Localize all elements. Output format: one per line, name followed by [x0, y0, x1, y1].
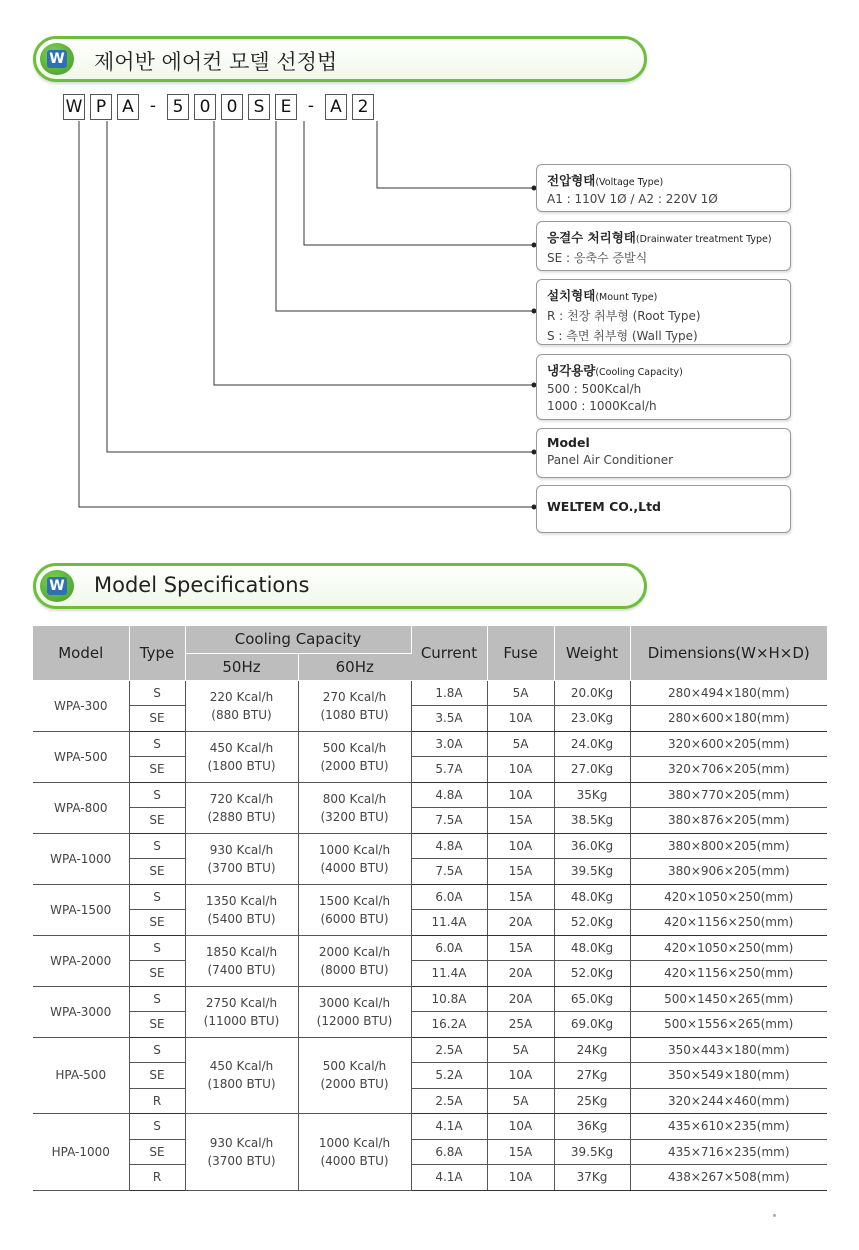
fuse-cell: 15A — [487, 808, 554, 834]
dimensions-cell: 350×443×180(mm) — [630, 1037, 827, 1063]
type-cell: S — [129, 1037, 185, 1063]
current-cell: 7.5A — [411, 808, 487, 834]
table-row — [33, 986, 827, 1012]
table-row — [33, 859, 827, 885]
capacity-line: (1800 BTU) — [207, 1077, 276, 1092]
capacity-line: 220 Kcal/h — [209, 689, 274, 704]
fuse-cell: 5A — [487, 1037, 554, 1063]
table-row — [33, 833, 827, 859]
capacity-50hz-cell — [185, 884, 298, 935]
model-cell: WPA-500 — [33, 731, 129, 782]
fuse-cell: 15A — [487, 1139, 554, 1165]
dimensions-cell: 380×770×205(mm) — [630, 782, 827, 808]
fuse-cell: 20A — [487, 986, 554, 1012]
current-cell: 3.0A — [411, 731, 487, 757]
fuse-cell: 15A — [487, 935, 554, 961]
capacity-line: (2000 BTU) — [320, 1077, 389, 1092]
info-title: 전압형태(Voltage Type) — [547, 173, 664, 188]
type-cell: S — [129, 782, 185, 808]
weight-cell: 24.0Kg — [554, 731, 630, 757]
weight-cell: 36Kg — [554, 1114, 630, 1140]
table-row — [33, 935, 827, 961]
weight-cell: 65.0Kg — [554, 986, 630, 1012]
header-fuse: Fuse — [487, 626, 554, 680]
connector-company — [79, 121, 536, 507]
table-row — [33, 782, 827, 808]
weight-cell: 27.0Kg — [554, 757, 630, 783]
current-cell: 4.8A — [411, 782, 487, 808]
capacity-50hz-cell — [185, 833, 298, 884]
capacity-line: 500 Kcal/h — [322, 740, 387, 755]
capacity-50hz-cell — [185, 680, 298, 731]
code-char: S — [248, 94, 270, 120]
type-cell: SE — [129, 961, 185, 987]
connector-mount — [276, 121, 536, 311]
type-cell: SE — [129, 757, 185, 783]
fuse-cell: 5A — [487, 680, 554, 706]
header-60hz: 60Hz — [298, 653, 411, 680]
table-row — [33, 1012, 827, 1038]
capacity-line: (7400 BTU) — [207, 962, 276, 977]
current-cell: 1.8A — [411, 680, 487, 706]
capacity-60hz-cell — [298, 986, 411, 1037]
capacity-line: 1850 Kcal/h — [205, 944, 278, 959]
spec-table — [33, 626, 827, 1191]
model-cell: HPA-1000 — [33, 1114, 129, 1191]
info-line: 500 : 500Kcal/h — [547, 382, 642, 396]
code-char: 0 — [221, 94, 243, 120]
capacity-50hz-cell — [185, 1037, 298, 1114]
model-cell: WPA-300 — [33, 680, 129, 731]
current-cell: 10.8A — [411, 986, 487, 1012]
current-cell: 11.4A — [411, 961, 487, 987]
capacity-line: (6000 BTU) — [320, 911, 389, 926]
type-cell: R — [129, 1088, 185, 1114]
info-line: S : 측면 취부형 (Wall Type) — [547, 329, 698, 343]
capacity-50hz-cell — [185, 731, 298, 782]
capacity-line: (12000 BTU) — [316, 1013, 393, 1028]
dimensions-cell: 350×549×180(mm) — [630, 1063, 827, 1089]
weight-cell: 25Kg — [554, 1088, 630, 1114]
capacity-60hz-cell — [298, 782, 411, 833]
code-dash: - — [149, 96, 157, 116]
model-cell: WPA-3000 — [33, 986, 129, 1037]
fuse-cell: 15A — [487, 884, 554, 910]
capacity-line: (1800 BTU) — [207, 758, 276, 773]
code-char: E — [275, 94, 297, 120]
current-cell: 6.8A — [411, 1139, 487, 1165]
capacity-60hz-cell — [298, 884, 411, 935]
capacity-line: (880 BTU) — [211, 707, 272, 722]
weight-cell: 20.0Kg — [554, 680, 630, 706]
capacity-line: (2000 BTU) — [320, 758, 389, 773]
code-char: 5 — [167, 94, 189, 120]
weight-cell: 37Kg — [554, 1165, 630, 1191]
cooling-capacity-box — [536, 354, 791, 420]
weight-cell: 39.5Kg — [554, 1139, 630, 1165]
current-cell: 4.8A — [411, 833, 487, 859]
info-line: R : 천장 취부형 (Root Type) — [547, 309, 701, 323]
mount-type-box — [536, 279, 791, 345]
fuse-cell: 10A — [487, 782, 554, 808]
current-cell: 6.0A — [411, 884, 487, 910]
current-cell: 5.7A — [411, 757, 487, 783]
weight-cell: 35Kg — [554, 782, 630, 808]
table-row — [33, 910, 827, 936]
section-title-specs: Model Specifications — [94, 573, 310, 597]
info-title: 냉각용량(Cooling Capacity) — [547, 363, 683, 378]
type-cell: S — [129, 680, 185, 706]
model-specs-header — [33, 563, 647, 609]
capacity-line: (3700 BTU) — [207, 1153, 276, 1168]
dimensions-cell: 380×800×205(mm) — [630, 833, 827, 859]
code-char: A — [325, 94, 347, 120]
connector-voltage — [377, 121, 536, 188]
capacity-line: (1080 BTU) — [320, 707, 389, 722]
model-cell: WPA-800 — [33, 782, 129, 833]
type-cell: S — [129, 731, 185, 757]
capacity-50hz-cell — [185, 935, 298, 986]
fuse-cell: 20A — [487, 961, 554, 987]
weight-cell: 69.0Kg — [554, 1012, 630, 1038]
fuse-cell: 10A — [487, 1063, 554, 1089]
dimensions-cell: 320×244×460(mm) — [630, 1088, 827, 1114]
capacity-60hz-cell — [298, 731, 411, 782]
type-cell: S — [129, 833, 185, 859]
capacity-50hz-cell — [185, 782, 298, 833]
header-current: Current — [411, 626, 487, 680]
current-cell: 2.5A — [411, 1037, 487, 1063]
capacity-line: (11000 BTU) — [203, 1013, 280, 1028]
current-cell: 6.0A — [411, 935, 487, 961]
info-title: 응결수 처리형태(Drainwater treatment Type) — [547, 230, 772, 245]
weight-cell: 36.0Kg — [554, 833, 630, 859]
capacity-line: 270 Kcal/h — [322, 689, 387, 704]
fuse-cell: 5A — [487, 1088, 554, 1114]
capacity-line: 3000 Kcal/h — [318, 995, 391, 1010]
type-cell: S — [129, 935, 185, 961]
dimensions-cell: 420×1050×250(mm) — [630, 935, 827, 961]
logo-letter: W — [47, 50, 67, 68]
info-line: Panel Air Conditioner — [547, 453, 674, 467]
model-cell: WPA-2000 — [33, 935, 129, 986]
capacity-line: 1000 Kcal/h — [318, 842, 391, 857]
model-box — [536, 428, 791, 478]
dimensions-cell: 438×267×508(mm) — [630, 1165, 827, 1191]
table-row — [33, 1088, 827, 1114]
table-row — [33, 1114, 827, 1140]
dimensions-cell: 420×1156×250(mm) — [630, 910, 827, 936]
company-box — [536, 485, 791, 533]
header-type: Type — [129, 626, 185, 680]
table-row — [33, 1139, 827, 1165]
fuse-cell: 10A — [487, 1165, 554, 1191]
capacity-line: 2000 Kcal/h — [318, 944, 391, 959]
fuse-cell: 20A — [487, 910, 554, 936]
spec-table-body — [33, 680, 827, 1190]
fuse-cell: 10A — [487, 757, 554, 783]
type-cell: SE — [129, 1139, 185, 1165]
type-cell: SE — [129, 859, 185, 885]
capacity-line: 930 Kcal/h — [209, 842, 274, 857]
dimensions-cell: 500×1450×265(mm) — [630, 986, 827, 1012]
connector-model — [107, 121, 536, 452]
capacity-50hz-cell — [185, 1114, 298, 1191]
dimensions-cell: 435×610×235(mm) — [630, 1114, 827, 1140]
type-cell: SE — [129, 808, 185, 834]
info-line: SE : 응축수 증발식 — [547, 251, 648, 265]
header-weight: Weight — [554, 626, 630, 680]
capacity-60hz-cell — [298, 1114, 411, 1191]
capacity-line: (2880 BTU) — [207, 809, 276, 824]
type-cell: SE — [129, 910, 185, 936]
dimensions-cell: 320×706×205(mm) — [630, 757, 827, 783]
current-cell: 7.5A — [411, 859, 487, 885]
capacity-60hz-cell — [298, 833, 411, 884]
capacity-60hz-cell — [298, 680, 411, 731]
capacity-line: (4000 BTU) — [320, 860, 389, 875]
model-cell: HPA-500 — [33, 1037, 129, 1114]
fuse-cell: 25A — [487, 1012, 554, 1038]
type-cell: SE — [129, 706, 185, 732]
table-row — [33, 1165, 827, 1191]
corner-dot — [773, 1214, 776, 1217]
type-cell: S — [129, 884, 185, 910]
capacity-line: 500 Kcal/h — [322, 1059, 387, 1074]
capacity-line: (3200 BTU) — [320, 809, 389, 824]
table-row — [33, 1063, 827, 1089]
weight-cell: 23.0Kg — [554, 706, 630, 732]
capacity-60hz-cell — [298, 1037, 411, 1114]
dimensions-cell: 320×600×205(mm) — [630, 731, 827, 757]
type-cell: S — [129, 1114, 185, 1140]
weight-cell: 27Kg — [554, 1063, 630, 1089]
fuse-cell: 10A — [487, 706, 554, 732]
header-dimensions: Dimensions(W×H×D) — [630, 626, 827, 680]
capacity-50hz-cell — [185, 986, 298, 1037]
weight-cell: 39.5Kg — [554, 859, 630, 885]
code-char: 2 — [352, 94, 374, 120]
capacity-line: (8000 BTU) — [320, 962, 389, 977]
code-char: P — [90, 94, 112, 120]
capacity-line: 930 Kcal/h — [209, 1135, 274, 1150]
table-row — [33, 706, 827, 732]
table-row — [33, 961, 827, 987]
current-cell: 11.4A — [411, 910, 487, 936]
fuse-cell: 10A — [487, 1114, 554, 1140]
fuse-cell: 10A — [487, 833, 554, 859]
connector-drainwater — [304, 121, 536, 245]
current-cell: 16.2A — [411, 1012, 487, 1038]
header-50hz: 50Hz — [185, 653, 298, 680]
voltage-type-box — [536, 164, 791, 212]
code-dash: - — [307, 96, 315, 116]
weight-cell: 48.0Kg — [554, 884, 630, 910]
company-name: WELTEM CO.,Ltd — [547, 499, 661, 514]
code-char: A — [117, 94, 139, 120]
info-title: 설치형태(Mount Type) — [547, 288, 658, 303]
weight-cell: 52.0Kg — [554, 961, 630, 987]
table-row — [33, 884, 827, 910]
current-cell: 4.1A — [411, 1165, 487, 1191]
capacity-line: 720 Kcal/h — [209, 791, 274, 806]
capacity-line: (3700 BTU) — [207, 860, 276, 875]
weight-cell: 24Kg — [554, 1037, 630, 1063]
table-row — [33, 731, 827, 757]
section-title-selection: 제어반 에어컨 모델 선정법 — [94, 50, 338, 74]
capacity-line: 450 Kcal/h — [209, 740, 274, 755]
table-row — [33, 680, 827, 706]
weltem-logo-icon — [40, 570, 74, 602]
weight-cell: 48.0Kg — [554, 935, 630, 961]
weight-cell: 38.5Kg — [554, 808, 630, 834]
current-cell: 3.5A — [411, 706, 487, 732]
dimensions-cell: 420×1050×250(mm) — [630, 884, 827, 910]
header-cooling: Cooling Capacity — [185, 626, 411, 653]
code-char: W — [63, 94, 85, 120]
logo-letter: W — [47, 577, 67, 595]
info-line: 1000 : 1000Kcal/h — [547, 399, 657, 413]
dimensions-cell: 420×1156×250(mm) — [630, 961, 827, 987]
model-cell: WPA-1500 — [33, 884, 129, 935]
dimensions-cell: 500×1556×265(mm) — [630, 1012, 827, 1038]
capacity-line: 450 Kcal/h — [209, 1059, 274, 1074]
current-cell: 4.1A — [411, 1114, 487, 1140]
info-line: A1 : 110V 1Ø / A2 : 220V 1Ø — [547, 192, 718, 206]
fuse-cell: 15A — [487, 859, 554, 885]
current-cell: 5.2A — [411, 1063, 487, 1089]
weight-cell: 52.0Kg — [554, 910, 630, 936]
dimensions-cell: 380×876×205(mm) — [630, 808, 827, 834]
model-cell: WPA-1000 — [33, 833, 129, 884]
type-cell: SE — [129, 1063, 185, 1089]
dimensions-cell: 280×600×180(mm) — [630, 706, 827, 732]
capacity-line: 1500 Kcal/h — [318, 893, 391, 908]
type-cell: SE — [129, 1012, 185, 1038]
info-title: Model — [547, 435, 590, 450]
table-row — [33, 757, 827, 783]
current-cell: 2.5A — [411, 1088, 487, 1114]
connector-capacity — [214, 121, 536, 385]
capacity-line: 800 Kcal/h — [322, 791, 387, 806]
dimensions-cell: 380×906×205(mm) — [630, 859, 827, 885]
type-cell: R — [129, 1165, 185, 1191]
dimensions-cell: 435×716×235(mm) — [630, 1139, 827, 1165]
capacity-line: 1000 Kcal/h — [318, 1135, 391, 1150]
code-char: 0 — [194, 94, 216, 120]
capacity-line: 2750 Kcal/h — [205, 995, 278, 1010]
fuse-cell: 5A — [487, 731, 554, 757]
drainwater-type-box — [536, 221, 791, 271]
capacity-line: (5400 BTU) — [207, 911, 276, 926]
dimensions-cell: 280×494×180(mm) — [630, 680, 827, 706]
header-model: Model — [33, 626, 129, 680]
table-row — [33, 1037, 827, 1063]
capacity-line: (4000 BTU) — [320, 1153, 389, 1168]
table-row — [33, 808, 827, 834]
capacity-line: 1350 Kcal/h — [205, 893, 278, 908]
capacity-60hz-cell — [298, 935, 411, 986]
type-cell: S — [129, 986, 185, 1012]
